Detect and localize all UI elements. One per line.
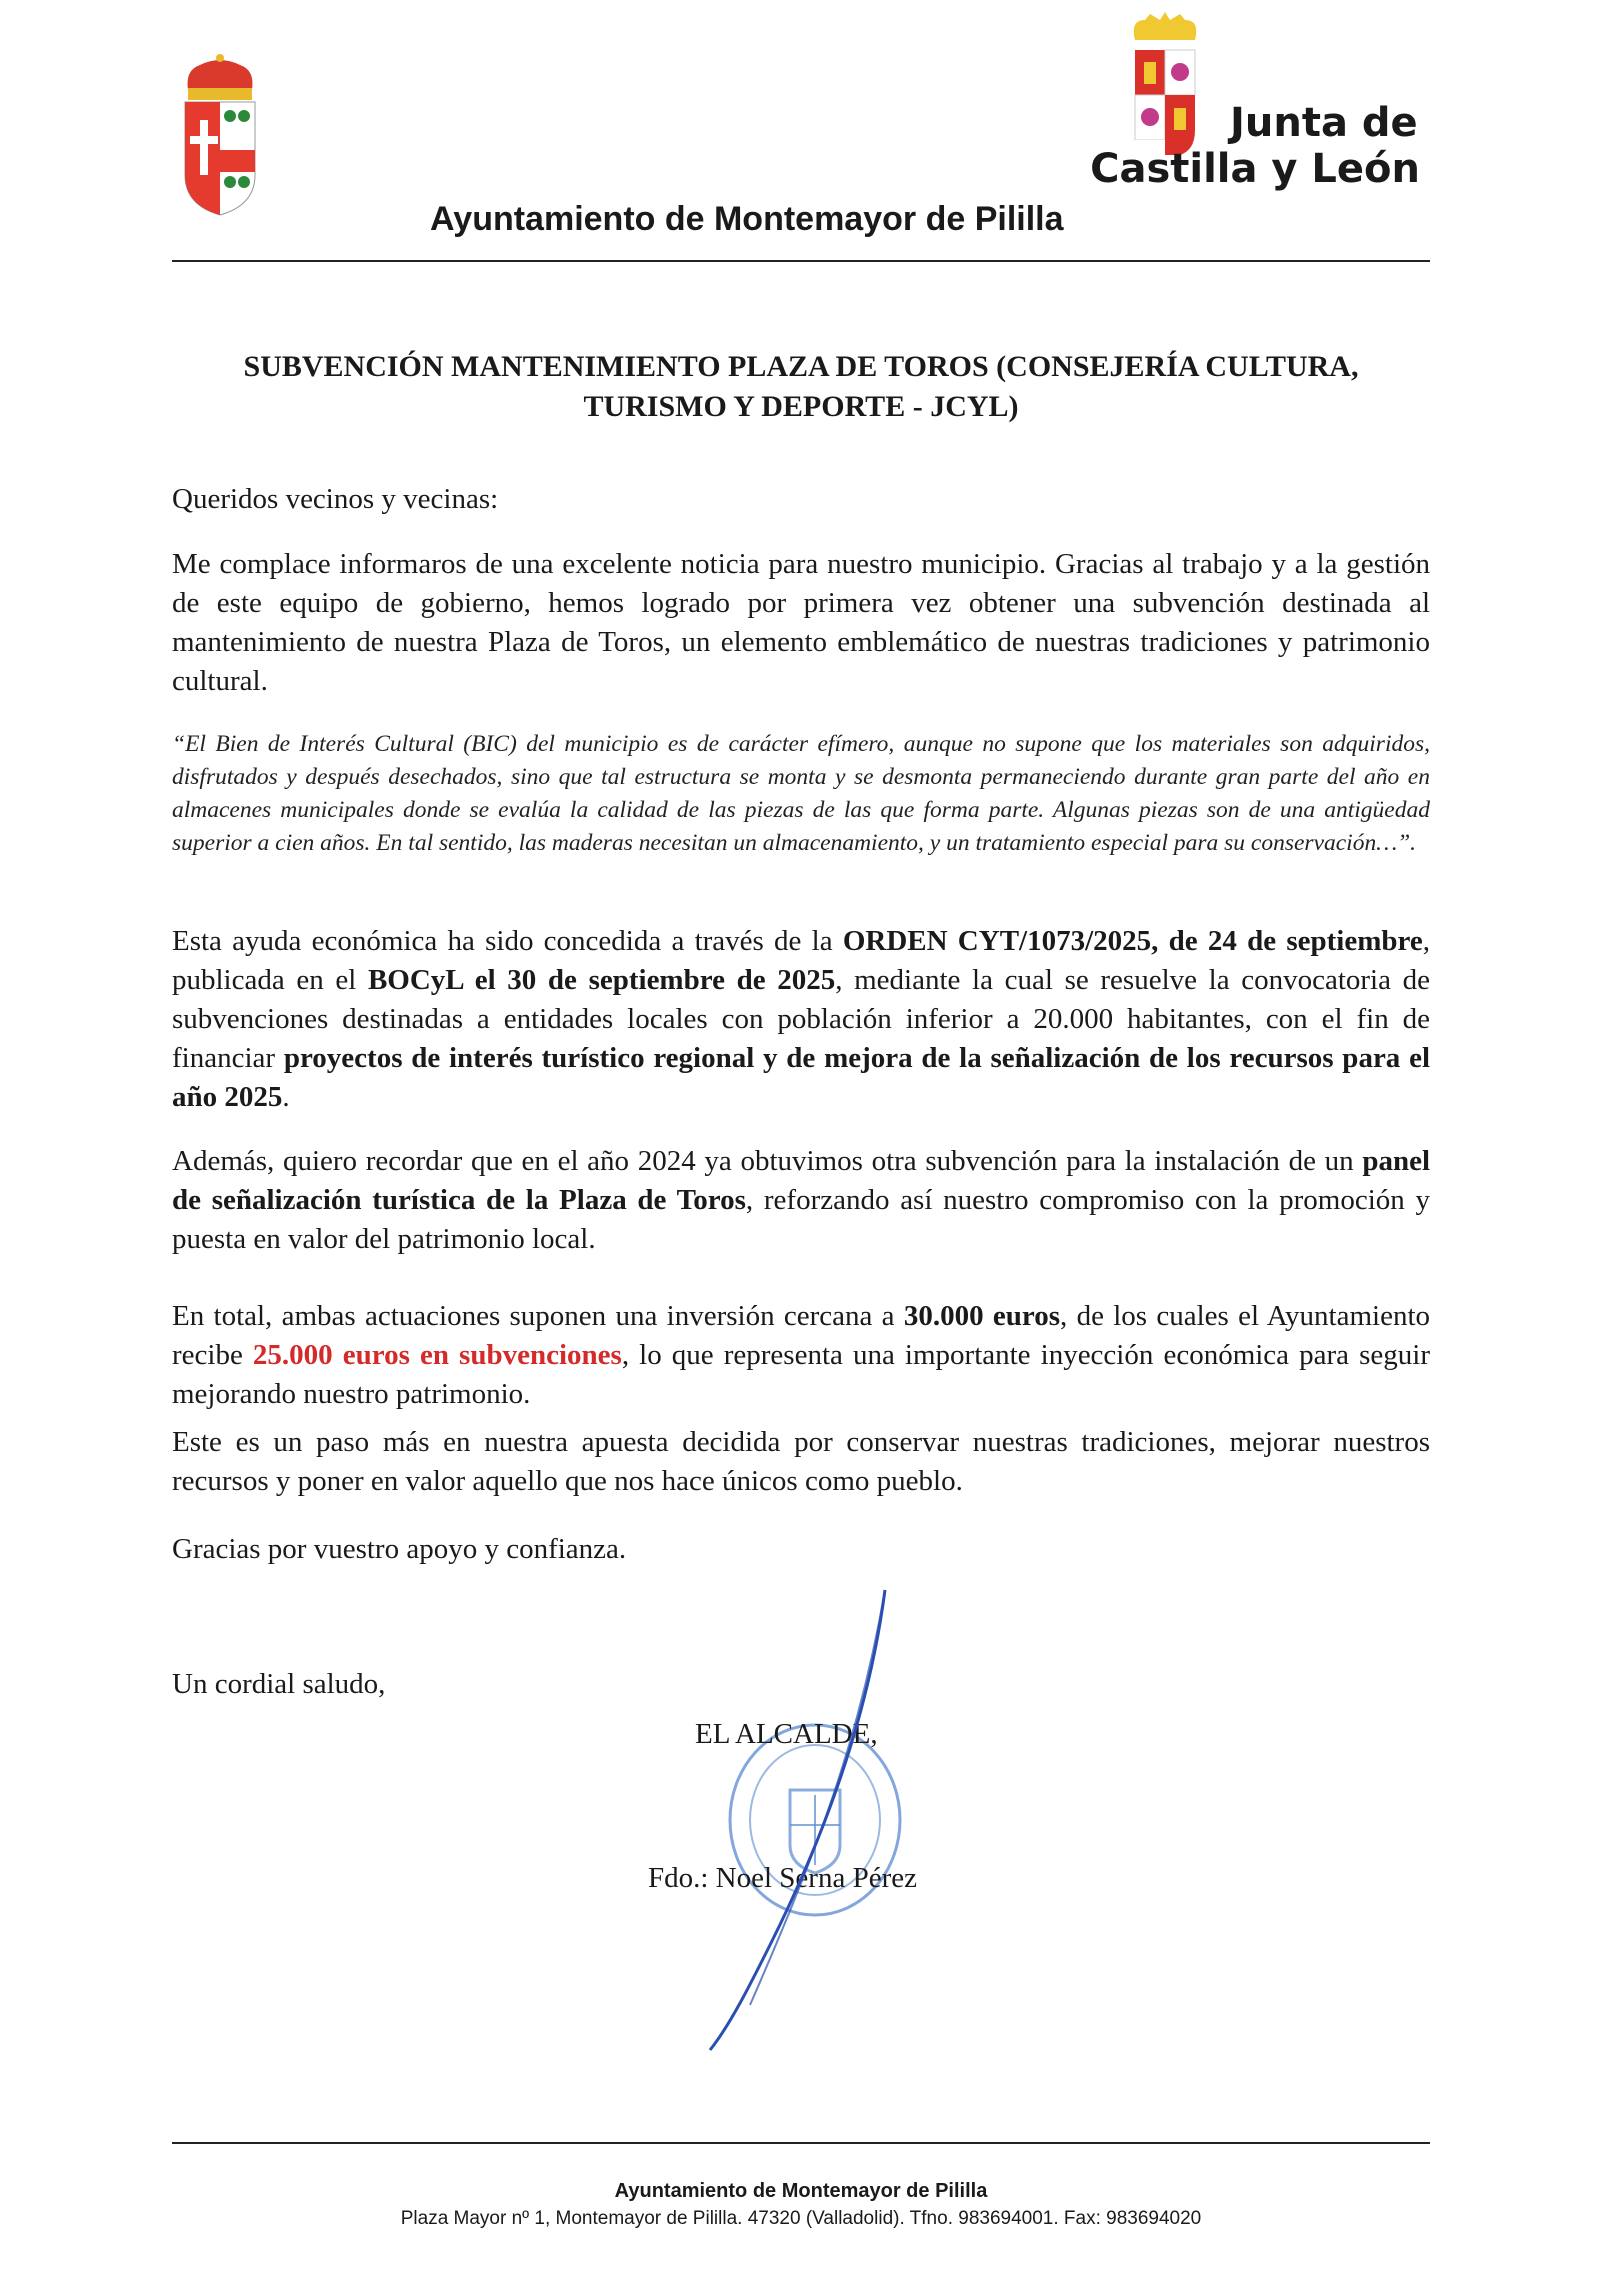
bocyl-date: BOCyL el 30 de septiembre de 2025 [367,964,836,996]
valediction: Un cordial saludo, [172,1668,386,1700]
junta-line1: Junta de [1230,100,1418,146]
text: , mediante la cual se resuelve la convocatoria de subvenciones destinadas a entidades locales con población inferior a 20.000 habitantes, con el fin de financiar [172,964,1430,1074]
footer-address: Plaza Mayor nº 1, Montemayor de Pililla. 47320 (Valladolid). Tfno. 983694001. Fax: 983694020 [400,2208,1202,2229]
text: , reforzando así nuestro compromiso con la promoción y puesta en valor del patrimonio local. [172,1184,1430,1255]
footer-divider [172,2142,1430,2144]
greeting: Queridos vecinos y vecinas: [172,483,499,515]
text: , publicada en el [172,925,1430,996]
document-title [172,347,1430,427]
paragraph-2024 [172,1142,1430,1259]
signatory-name: Fdo.: Noel Serna Pérez [648,1862,917,1894]
paragraph-total [172,1297,1430,1414]
junta-line2: Castilla y León [1090,146,1420,192]
footer-organization: Ayuntamiento de Montemayor de Pililla [614,2180,988,2202]
panel-highlight: panel de señalización turística de la Plaza de Toros [172,1145,1430,1216]
municipal-coat-of-arms-icon [170,50,270,220]
paragraph-thanks: Gracias por vuestro apoyo y confianza. [172,1533,627,1565]
order-reference: ORDEN CYT/1073/2025, de 24 de septiembre [842,925,1423,957]
project-scope: proyectos de interés turístico regional y de mejora de la señalización de los recursos para el año 2025 [172,1042,1430,1113]
title-line2: TURISMO Y DEPORTE - JCYL) [583,390,1019,423]
text: Esta ayuda económica ha sido concedida a través de la [172,925,843,957]
bic-quote: “El Bien de Interés Cultural (BIC) del municipio es de carácter efímero, aunque no supone que los materiales son adquiridos, disfrutados y después desechados, sino que tal estructura se monta y se desmonta permaneciendo durante gran parte del año en almacenes municipales donde se evalúa la calidad de las piezas de las que forma parte. Algunas piezas son de una antigüedad superior a cien años. En tal sentido, las maderas necesitan un almacenamiento, y un tratamiento especial para su conservación…”. [172,731,1430,856]
total-investment: 30.000 euros [903,1300,1061,1332]
signatory-role: EL ALCALDE, [695,1718,878,1750]
text: En total, ambas actuaciones suponen una inversión cercana a [172,1300,904,1332]
text: . [282,1081,290,1113]
handwritten-signature-icon [690,1585,920,2055]
text: , lo que representa una importante inyección económica para seguir mejorando nuestro patrimonio. [172,1339,1430,1410]
subsidy-amount: 25.000 euros en subvenciones [252,1339,622,1371]
title-line1: SUBVENCIÓN MANTENIMIENTO PLAZA DE TOROS (CONSEJERÍA CULTURA, [243,350,1359,383]
organization-title: Ayuntamiento de Montemayor de Pililla [430,200,1064,238]
text: , de los cuales el Ayuntamiento recibe [172,1300,1430,1371]
header-divider [172,260,1430,262]
text: Además, quiero recordar que en el año 2024 ya obtuvimos otra subvención para la instalación de un [172,1145,1363,1177]
paragraph-order [172,922,1430,1117]
paragraph-closing: Este es un paso más en nuestra apuesta decidida por conservar nuestras tradiciones, mejorar nuestros recursos y poner en valor aquello que nos hace únicos como pueblo. [172,1426,1430,1497]
paragraph-intro: Me complace informaros de una excelente noticia para nuestro municipio. Gracias al trabajo y a la gestión de este equipo de gobierno, hemos logrado por primera vez obtener una subvención destinada al mantenimiento de nuestra Plaza de Toros, un elemento emblemático de nuestras tradiciones y patrimonio cultural. [172,548,1430,697]
junta-logo-text [1090,100,1420,192]
